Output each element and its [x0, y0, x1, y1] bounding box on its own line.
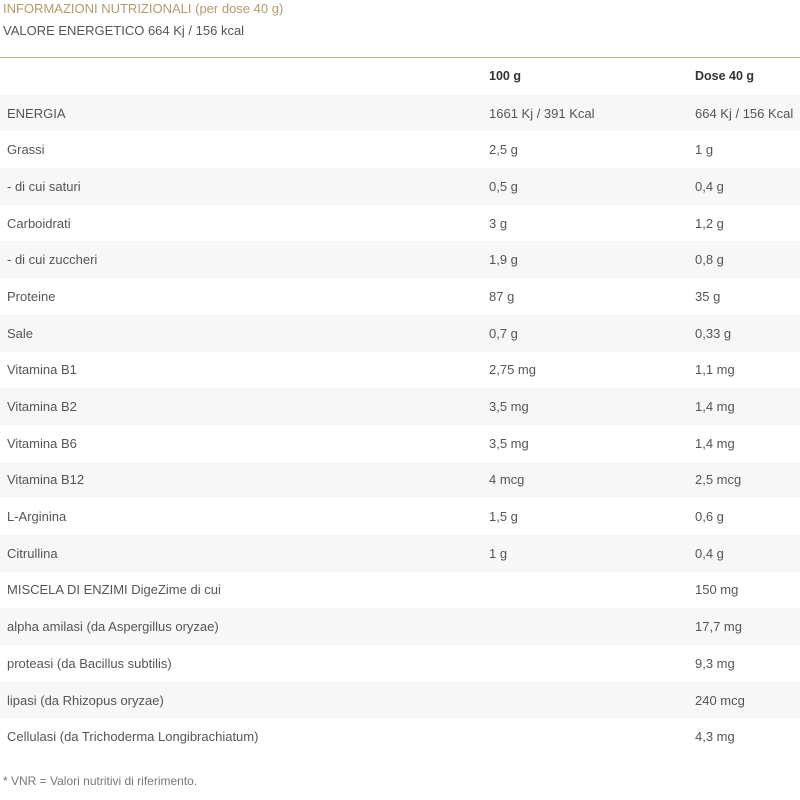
- value-per-dose: 664 Kj / 156 Kcal: [690, 95, 800, 132]
- value-per-100g: [483, 572, 690, 609]
- value-per-100g: [483, 608, 690, 645]
- value-per-dose: 150 mg: [695, 582, 739, 598]
- table-row: [0, 608, 800, 645]
- nutrient-name: Sale: [0, 315, 483, 352]
- value-per-dose: 17,7 mg: [690, 608, 800, 645]
- footnote: * VNR = Valori nutritivi di riferimento.: [3, 774, 198, 788]
- value-per-dose: 35 g: [695, 288, 721, 304]
- nutrient-name: Proteine: [7, 288, 56, 304]
- value-per-dose: 4,3 mg: [695, 729, 735, 745]
- table-row: [0, 718, 800, 755]
- energy-value-subtitle: VALORE ENERGETICO 664 Kj / 156 kcal: [3, 23, 245, 38]
- value-per-dose: 1 g: [695, 142, 714, 158]
- table-row: [0, 572, 800, 609]
- nutrient-name: L-Arginina: [7, 509, 67, 525]
- table-row: [0, 682, 800, 719]
- nutrient-name: - di cui zuccheri: [0, 241, 483, 278]
- table-row: [0, 498, 800, 535]
- value-per-100g: 2,75 mg: [489, 362, 536, 378]
- table-row: [0, 205, 800, 242]
- value-per-dose: 2,5 mcg: [690, 462, 800, 499]
- value-per-dose: 240 mcg: [690, 682, 800, 719]
- nutrient-name: Vitamina B2: [0, 388, 483, 425]
- value-per-100g: 3,5 mg: [489, 435, 529, 451]
- table-row: [0, 168, 800, 205]
- value-per-dose: 1,4 mg: [690, 388, 800, 425]
- value-per-dose: 0,4 g: [690, 535, 800, 572]
- table-row: [0, 352, 800, 389]
- nutrient-name: ENERGIA: [0, 95, 483, 132]
- table-row: [0, 425, 800, 462]
- table-row: [0, 95, 800, 132]
- value-per-dose: 1,2 g: [695, 215, 724, 231]
- nutrient-name: proteasi (da Bacillus subtilis): [7, 655, 172, 671]
- nutrition-table: [0, 58, 800, 755]
- nutrition-header: [3, 0, 793, 39]
- value-per-dose: 0,6 g: [695, 509, 724, 525]
- nutrient-name: Grassi: [7, 142, 45, 158]
- nutrient-name: Carboidrati: [7, 215, 71, 231]
- nutrient-name: Citrullina: [0, 535, 483, 572]
- nutrient-name: Vitamina B1: [7, 362, 77, 378]
- nutrition-title: INFORMAZIONI NUTRIZIONALI (per dose 40 g): [3, 1, 284, 16]
- value-per-100g: 0,5 g: [483, 168, 690, 205]
- value-per-100g: 1,9 g: [483, 241, 690, 278]
- column-header-dose: Dose 40 g: [695, 69, 755, 84]
- value-per-dose: 0,4 g: [690, 168, 800, 205]
- value-per-dose: 0,33 g: [690, 315, 800, 352]
- column-header-100g: 100 g: [489, 69, 521, 84]
- nutrient-name: lipasi (da Rhizopus oryzae): [0, 682, 483, 719]
- table-row: [0, 462, 800, 499]
- value-per-100g: 87 g: [489, 288, 515, 304]
- table-row: [0, 535, 800, 572]
- value-per-dose: 1,1 mg: [695, 362, 735, 378]
- table-row: [0, 315, 800, 352]
- value-per-dose: 1,4 mg: [695, 435, 735, 451]
- nutrient-name: Cellulasi (da Trichoderma Longibrachiatum): [7, 729, 259, 745]
- value-per-100g: [483, 718, 690, 755]
- nutrient-name: Vitamina B6: [7, 435, 77, 451]
- value-per-100g: 1 g: [483, 535, 690, 572]
- value-per-100g: [483, 682, 690, 719]
- nutrient-name: - di cui saturi: [0, 168, 483, 205]
- table-row: [0, 131, 800, 168]
- table-row: [0, 241, 800, 278]
- value-per-dose: 9,3 mg: [695, 655, 735, 671]
- value-per-100g: 1661 Kj / 391 Kcal: [483, 95, 690, 132]
- value-per-100g: 3 g: [489, 215, 508, 231]
- value-per-dose: 0,8 g: [690, 241, 800, 278]
- table-row: [0, 278, 800, 315]
- value-per-100g: 1,5 g: [489, 509, 518, 525]
- value-per-100g: 4 mcg: [483, 462, 690, 499]
- value-per-100g: 3,5 mg: [483, 388, 690, 425]
- nutrient-name: alpha amilasi (da Aspergillus oryzae): [0, 608, 483, 645]
- table-header-row: [0, 58, 800, 95]
- nutrient-name: MISCELA DI ENZIMI DigeZime di cui: [7, 582, 221, 598]
- table-row: [0, 645, 800, 682]
- nutrient-name: Vitamina B12: [0, 462, 483, 499]
- column-header-nutrient: [0, 58, 483, 95]
- value-per-100g: [483, 645, 690, 682]
- value-per-100g: 2,5 g: [489, 142, 518, 158]
- value-per-100g: 0,7 g: [483, 315, 690, 352]
- table-row: [0, 388, 800, 425]
